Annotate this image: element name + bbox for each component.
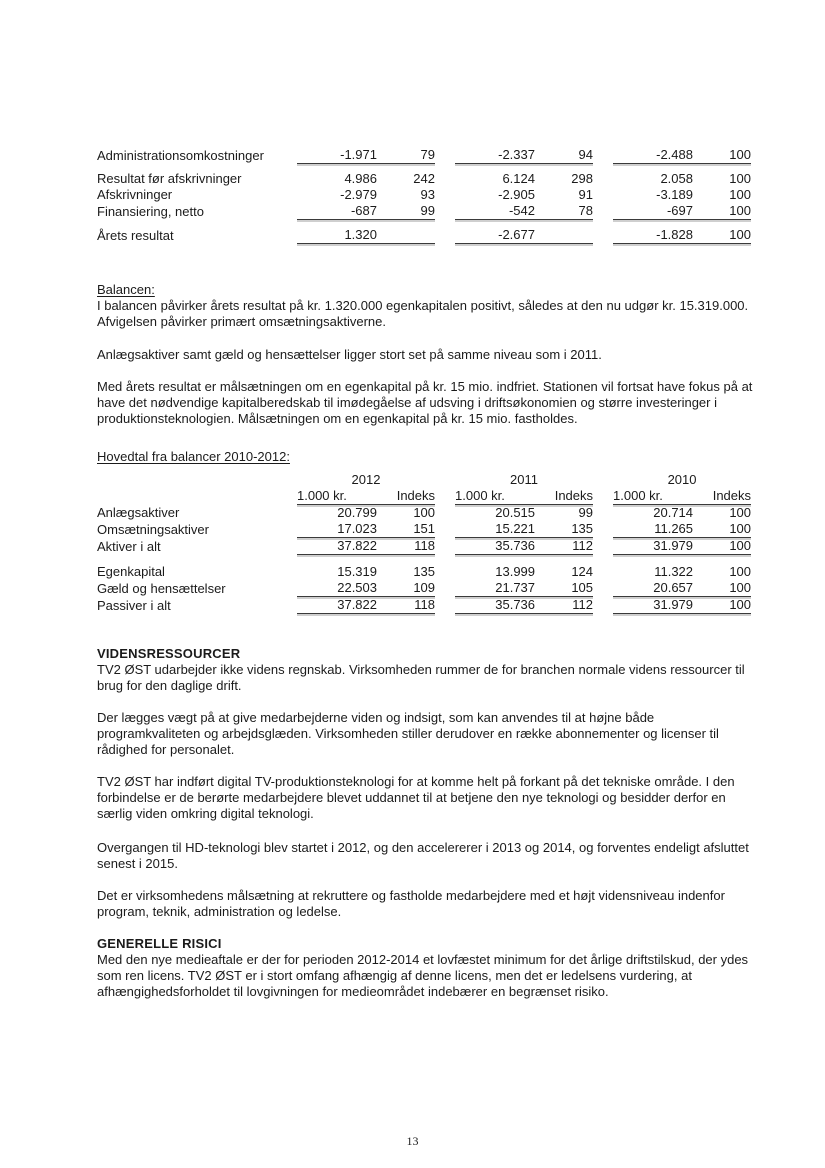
amount-cell: 31.979 <box>613 597 693 614</box>
year-header: 2011 <box>510 472 538 487</box>
risks-paragraph-1: Med den nye medieaftale er der for perioden 2012-2014 et lovfæstet minimum for det årlige driftstilskud, der ydes som ren licens. TV2 ØST er i stort omfang afhængig af denne licens, men det er ledelsens vurdering, at afhængighedsforholdet til lovgivningen for medieområdet indebærer en begrænset risiko. <box>97 952 749 999</box>
row-label: Administrationsomkostninger <box>97 148 264 163</box>
row-label: Aktiver i alt <box>97 539 161 554</box>
amount-cell: 20.714 <box>653 505 694 520</box>
amount-cell: -1.828 <box>613 227 693 244</box>
column-gap <box>593 580 613 597</box>
amount-cell: -2.337 <box>455 147 535 164</box>
index-cell: 100 <box>693 580 751 597</box>
amount-cell: 21.737 <box>455 580 535 597</box>
index-cell <box>377 227 435 244</box>
row-label: Passiver i alt <box>97 598 171 613</box>
empty-cell <box>97 488 297 505</box>
amount-cell: 35.736 <box>455 538 535 555</box>
amount-cell: 31.979 <box>613 538 693 555</box>
column-gap <box>435 472 455 488</box>
table-row <box>97 187 751 203</box>
index-cell: 100 <box>693 147 751 164</box>
column-gap <box>593 203 613 220</box>
results-table <box>97 147 751 244</box>
column-gap <box>435 538 455 555</box>
column-gap <box>593 597 613 614</box>
table-row <box>97 564 751 580</box>
column-gap <box>435 597 455 614</box>
index-cell: 100 <box>413 505 436 520</box>
column-gap <box>593 538 613 555</box>
key-figures-table <box>97 472 751 614</box>
index-cell: 100 <box>693 538 751 555</box>
column-header-row <box>97 488 751 505</box>
column-gap <box>435 488 455 505</box>
table-row <box>97 521 751 538</box>
amount-cell: -1.971 <box>297 147 377 164</box>
column-gap <box>435 171 455 187</box>
index-cell: 79 <box>377 147 435 164</box>
amount-cell: 37.822 <box>297 538 377 555</box>
amount-cell: 1.320 <box>297 227 377 244</box>
amount-cell: 20.799 <box>337 505 377 520</box>
index-cell: 100 <box>693 227 751 244</box>
table-row <box>97 203 751 220</box>
spacer-row <box>97 555 751 564</box>
index-cell: 91 <box>578 187 593 202</box>
amount-cell: 2.058 <box>660 171 693 186</box>
amount-cell: 35.736 <box>455 597 535 614</box>
index-cell: 105 <box>535 580 593 597</box>
column-gap <box>593 564 613 580</box>
table-row <box>97 171 751 187</box>
knowledge-heading: VIDENSRESSOURCER <box>97 646 241 661</box>
column-gap <box>593 171 613 187</box>
knowledge-paragraph-4: Overgangen til HD-teknologi blev startet i 2012, og den accelererer i 2013 og 2014, og forventes endeligt afsluttet senest i 2015. <box>97 840 749 871</box>
table-row <box>97 597 751 614</box>
table-row <box>97 227 751 244</box>
amount-cell: -2.979 <box>340 187 377 202</box>
index-cell: 112 <box>535 538 593 555</box>
amount-cell: 4.986 <box>344 171 377 186</box>
balance-paragraph-2: Anlægsaktiver samt gæld og hensættelser ligger stort set på samme niveau som i 2011. <box>97 347 602 362</box>
page-number: 13 <box>406 1134 419 1148</box>
index-cell: 242 <box>413 171 435 186</box>
knowledge-paragraph-5: Det er virksomhedens målsætning at rekruttere og fastholde medarbejdere med et højt vidensniveau indenfor program, teknik, administration og ledelse. <box>97 888 725 919</box>
column-gap <box>593 472 613 488</box>
index-cell: 100 <box>693 597 751 614</box>
column-gap <box>593 505 613 521</box>
spacer-row <box>97 220 751 227</box>
amount-cell: 37.822 <box>297 597 377 614</box>
column-gap <box>593 521 613 538</box>
year-header-row <box>97 472 751 488</box>
index-cell: 112 <box>535 597 593 614</box>
column-gap <box>435 187 455 203</box>
amount-cell: 11.322 <box>654 564 694 579</box>
key-figures-heading: Hovedtal fra balancer 2010-2012: <box>97 449 290 464</box>
table-row <box>97 505 751 521</box>
column-gap <box>435 227 455 244</box>
index-cell: 124 <box>571 564 594 579</box>
row-label: Omsætningsaktiver <box>97 522 209 537</box>
index-header: Indeks <box>535 488 593 505</box>
amount-cell: 20.657 <box>613 580 693 597</box>
column-gap <box>435 505 455 521</box>
balance-paragraph-3: Med årets resultat er målsætningen om en egenkapital på kr. 15 mio. indfriet. Stationen vil fortsat have fokus på at have det nødvendige kapitalberedskab til imødegåelse af udsving i driftsøkonomien og større investeringer i produktionsteknologien. Målsætningen om en egenkapital på kr. 15 mio. fastholdes. <box>97 379 753 426</box>
amount-header: 1.000 kr. <box>455 488 535 505</box>
amount-cell: 13.999 <box>495 564 536 579</box>
index-cell: 298 <box>571 171 593 186</box>
index-cell: 151 <box>377 521 435 538</box>
column-gap <box>593 147 613 164</box>
index-cell: 118 <box>377 538 435 555</box>
index-cell: 100 <box>729 564 752 579</box>
index-cell: 109 <box>377 580 435 597</box>
index-cell: 100 <box>693 521 751 538</box>
amount-cell: 6.124 <box>502 171 535 186</box>
column-gap <box>435 521 455 538</box>
empty-cell <box>97 472 297 488</box>
amount-cell: 15.221 <box>455 521 535 538</box>
amount-cell: -2.488 <box>613 147 693 164</box>
amount-cell: -542 <box>455 203 535 220</box>
risks-heading: GENERELLE RISICI <box>97 936 222 951</box>
row-label: Gæld og hensættelser <box>97 581 226 596</box>
amount-cell: 20.515 <box>495 505 536 520</box>
row-label: Finansiering, netto <box>97 204 204 219</box>
column-gap <box>435 203 455 220</box>
index-header: Indeks <box>377 488 435 505</box>
row-label: Anlægsaktiver <box>97 505 180 520</box>
index-cell: 93 <box>420 187 435 202</box>
amount-cell: -687 <box>297 203 377 220</box>
index-cell: 99 <box>377 203 435 220</box>
index-cell: 99 <box>578 505 594 520</box>
amount-header: 1.000 kr. <box>613 488 693 505</box>
column-gap <box>593 227 613 244</box>
balance-heading: Balancen: <box>97 282 155 297</box>
amount-cell: -3.189 <box>656 187 693 202</box>
row-label: Egenkapital <box>97 564 165 579</box>
amount-cell: 11.265 <box>613 521 693 538</box>
index-cell: 135 <box>535 521 593 538</box>
column-gap <box>435 147 455 164</box>
table-row <box>97 580 751 597</box>
spacer-row <box>97 164 751 171</box>
table-row <box>97 147 751 164</box>
amount-cell: -2.677 <box>455 227 535 244</box>
knowledge-paragraph-3: TV2 ØST har indført digital TV-produktionsteknologi for at komme helt på forkant på det tekniske område. I den forbindelse er de berørte medarbejdere blevet uddannet til at betjene den nye teknologi og besidder derfor en særlig viden omkring digital teknologi. <box>97 774 735 821</box>
column-gap <box>435 580 455 597</box>
index-header: Indeks <box>693 488 751 505</box>
amount-cell: -2.905 <box>498 187 535 202</box>
column-gap <box>593 488 613 505</box>
table-row <box>97 538 751 555</box>
index-cell: 94 <box>535 147 593 164</box>
index-cell <box>535 227 593 244</box>
knowledge-paragraph-2: Der lægges vægt på at give medarbejderne viden og indsigt, som kan anvendes til at højne både programkvaliteten og arbejdsglæden. Virksomheden stiller derudover en række abonnementer og licenser til rådighed for personalet. <box>97 710 719 757</box>
index-cell: 100 <box>729 505 752 520</box>
index-cell: 78 <box>535 203 593 220</box>
amount-header: 1.000 kr. <box>297 488 377 505</box>
amount-cell: 15.319 <box>337 564 377 579</box>
column-gap <box>435 564 455 580</box>
balance-paragraph-1: I balancen påvirker årets resultat på kr. 1.320.000 egenkapitalen positivt, således at den nu udgør kr. 15.319.000. Afvigelsen påvirker primært omsætningsaktiverne. <box>97 298 749 329</box>
column-gap <box>593 187 613 203</box>
row-label: Afskrivninger <box>97 187 173 202</box>
amount-cell: 22.503 <box>297 580 377 597</box>
knowledge-paragraph-1: TV2 ØST udarbejder ikke videns regnskab. Virksomheden rummer de for branchen normale videns ressourcer til brug for den daglige drift. <box>97 662 745 693</box>
index-cell: 135 <box>413 564 436 579</box>
year-header: 2010 <box>667 472 697 487</box>
row-label: Årets resultat <box>97 228 174 243</box>
index-cell: 118 <box>377 597 435 614</box>
row-label: Resultat før afskrivninger <box>97 171 242 186</box>
index-cell: 100 <box>693 203 751 220</box>
amount-cell: 17.023 <box>297 521 377 538</box>
index-cell: 100 <box>729 171 751 186</box>
year-header: 2012 <box>351 472 381 487</box>
amount-cell: -697 <box>613 203 693 220</box>
page-content <box>97 147 759 1000</box>
index-cell: 100 <box>729 187 751 202</box>
